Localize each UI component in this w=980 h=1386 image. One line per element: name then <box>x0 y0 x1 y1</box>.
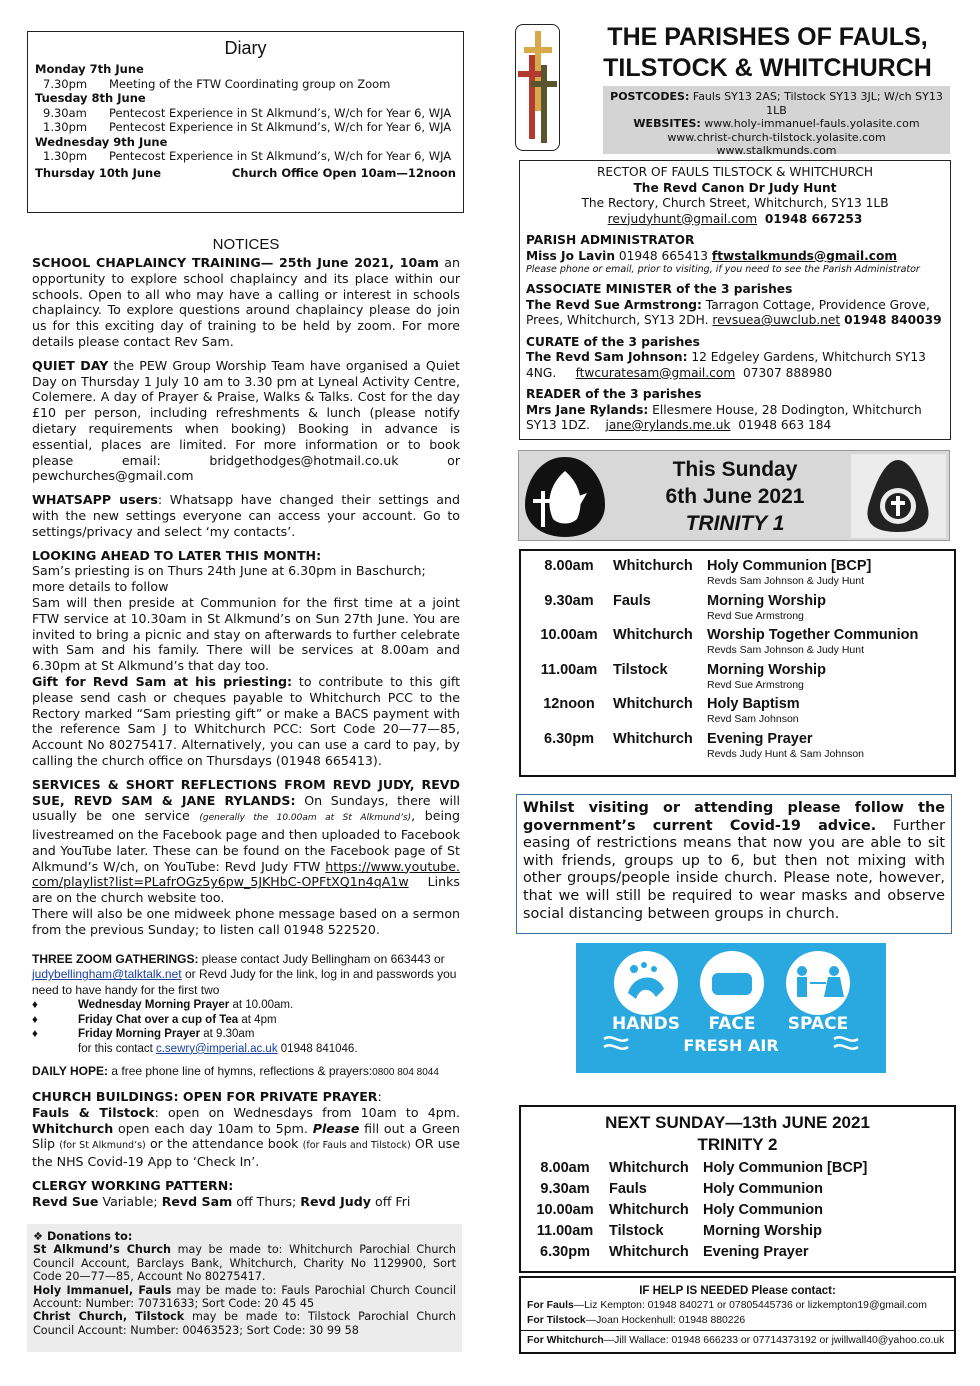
help-line <box>527 1314 948 1327</box>
parish-title <box>565 22 970 84</box>
service-place: Fauls <box>609 1181 647 1197</box>
diary-day <box>35 62 456 91</box>
section-heading: CURATE of the 3 parishes <box>526 334 700 349</box>
diary-entry-time: 1.30pm <box>43 149 88 163</box>
donation-item <box>33 1284 456 1311</box>
associate-section <box>526 282 944 329</box>
service-leader: Revd Sam Johnson <box>707 713 799 725</box>
next-sunday-box <box>519 1105 956 1273</box>
donation-details: may be made to: Tilstock Parochial Church Council Account: Number: 00463523; Sort Code: 30 99 58 <box>33 1310 456 1337</box>
service-time: 8.00am <box>540 1160 590 1176</box>
hands-face-space-graphic <box>576 943 886 1073</box>
service-row <box>525 731 950 766</box>
face-label: FACE <box>708 1014 756 1034</box>
contact-name: The Revd Sam Johnson: <box>526 350 688 364</box>
donations-box <box>27 1224 462 1352</box>
notices-section <box>32 236 460 1210</box>
next-sunday-trinity: TRINITY 2 <box>697 1135 778 1154</box>
notice-text: 01948 841046. <box>277 1042 358 1055</box>
section-heading: PARISH ADMINISTRATOR <box>526 233 695 247</box>
help-line <box>527 1298 948 1314</box>
hands-face-space-poster <box>576 943 886 1073</box>
service-place: Tilstock <box>609 1223 664 1239</box>
notice-text: Links are on the church website too. <box>32 874 460 906</box>
website-link[interactable]: www.stalkmunds.com <box>716 144 837 157</box>
next-sunday-title <box>521 1112 954 1156</box>
notice-church-buildings <box>32 1089 460 1170</box>
notice-text: Sam’s priesting is on Thurs 24th June at 6.30pm in Baschurch; more details to follow <box>32 563 426 595</box>
help-label: For Tilstock <box>527 1315 586 1326</box>
covid-notice <box>516 794 952 934</box>
service-time: 9.30am <box>544 592 594 609</box>
contact-address: Ellesmere House, 28 Dodington, Whitchurch SY13 1DZ. <box>526 402 922 432</box>
notice-text: There will also be one midweek phone message based on a sermon from the previous Sunday; to listen call 01948 522520. <box>32 906 460 937</box>
service-place: Tilstock <box>613 661 668 678</box>
diary-entry <box>35 106 456 121</box>
notice-text: Please <box>312 1120 360 1136</box>
diary-entry <box>35 77 456 92</box>
website-link[interactable]: www.christ-church-tilstock.yolasite.com <box>667 130 886 144</box>
help-details: —Liz Kempton: 01948 840271 or 07805445736 or lizkempton19@gmail.com <box>573 1300 927 1311</box>
donation-details: may be made to: Fauls Parochial Church Council Account: Number: 70731633; Sort Code: 20 45 45 <box>33 1283 456 1311</box>
service-place: Whitchurch <box>609 1160 689 1176</box>
notice-heading: DAILY HOPE: <box>32 1064 109 1079</box>
diary-day <box>35 135 456 164</box>
diary-box <box>27 31 464 213</box>
notice-text: , being livestreamed on the Facebook page and then uploaded to Facebook and YouTube later. These can be found on the Facebook page of St Alkmund’s W/ch, on YouTube: Revd Judy FTW <box>32 808 460 874</box>
notice-clergy <box>32 1178 460 1210</box>
diary-day-label: Wednesday 9th June <box>35 134 168 149</box>
notice-heading: CHURCH BUILDINGS: OPEN FOR PRIVATE PRAYER <box>32 1088 378 1104</box>
notice-text: 0800 804 8044 <box>372 1067 439 1079</box>
contact-email-link[interactable]: revjudyhunt@gmail.com <box>607 211 758 226</box>
service-row <box>521 1158 954 1179</box>
notice-text: On Sundays, there will usually be one service <box>32 792 460 824</box>
contact-email-link[interactable]: ftwstalkmunds@gmail.com <box>711 248 898 263</box>
service-name: Holy Communion <box>703 1181 824 1197</box>
service-place: Whitchurch <box>613 558 693 574</box>
diamond-bullet-icon: ♦ <box>32 1028 38 1041</box>
notice-subheading: Whitchurch <box>32 1120 114 1136</box>
diary-entry-text: Pentecost Experience in St Alkmund’s, W/ch for Year 6, WJA <box>109 105 452 120</box>
notice-quiet-day <box>32 358 460 484</box>
notice-daily-hope <box>32 1064 460 1081</box>
contact-email-link[interactable]: jane@rylands.me.uk <box>605 418 731 432</box>
clergy-pattern: Variable; <box>98 1193 162 1209</box>
service-row <box>521 1221 954 1242</box>
donations-title <box>33 1230 456 1243</box>
section-heading: READER of the 3 parishes <box>526 387 702 401</box>
service-name: Holy Communion [BCP] <box>707 558 872 574</box>
diary-entry <box>35 149 456 164</box>
notice-text: fill out a Green Slip <box>32 1120 460 1152</box>
service-name: Holy Communion <box>703 1202 824 1218</box>
notice-services <box>32 777 460 938</box>
contact-phone: 01948 665413 <box>615 248 712 263</box>
notice-text: or Revd Judy for the link, log in and passwords you need to have handy for the first two <box>32 967 457 997</box>
contact-name: Miss Jo Lavin <box>526 248 615 263</box>
service-name: Morning Worship <box>707 592 826 609</box>
postcodes-text: Fauls SY13 2AS; Tilstock SY13 3JL; W/ch SY13 1LB <box>689 90 943 117</box>
zoom-item-name: Friday Chat over a cup of Tea <box>78 1013 239 1026</box>
parish-title-line: THE PARISHES OF FAULS, <box>607 23 928 51</box>
clergy-pattern: off Fri <box>371 1193 411 1209</box>
service-name: Worship Together Communion <box>707 627 919 643</box>
service-name: Evening Prayer <box>707 730 813 747</box>
section-heading: ASSOCIATE MINISTER of the 3 parishes <box>526 282 793 296</box>
service-leader: Revds Sam Johnson & Judy Hunt <box>707 575 864 587</box>
notice-heading: Gift for Revd Sam at his priesting: <box>32 673 293 689</box>
contact-phone: 07307 888980 <box>742 365 833 380</box>
donation-details: may be made to: Whitchurch Parochial Church Council Account, Barclays Bank, Whitchurch, Charity No 1129900, Sort Code 20—77—85, Account No 80275417. <box>33 1243 456 1284</box>
notice-text: (for St Alkmund’s) <box>59 1140 146 1152</box>
websites-label: WEBSITES: <box>633 117 701 130</box>
service-time: 10.00am <box>540 627 598 643</box>
service-row <box>525 662 950 697</box>
diary-title: Diary <box>224 38 267 58</box>
youtube-playlist-link[interactable]: https://www.youtube.com/playlist?list=PLafrOGz5y6pw_5JKHbC-OPFtXQ1n4qA1w <box>32 858 460 890</box>
contact-address: Tarragon Cottage, Providence Grove, Prees, Whitchurch, SY13 2DH. <box>526 297 930 327</box>
list-item <box>32 1027 460 1042</box>
service-time: 12noon <box>543 696 595 712</box>
notice-heading: WHATSAPP users <box>32 492 158 508</box>
notice-heading: THREE ZOOM GATHERINGS: <box>32 951 199 966</box>
hands-label: HANDS <box>612 1014 680 1034</box>
service-name: Holy Baptism <box>707 696 800 712</box>
clergy-name: Revd Judy <box>300 1193 371 1209</box>
diamond-bullet-icon: ♦ <box>32 1013 38 1026</box>
service-leader: Revds Judy Hunt & Sam Johnson <box>707 747 864 760</box>
zoom-item-name: Wednesday Morning Prayer <box>78 999 230 1012</box>
this-sunday-heading <box>629 456 841 537</box>
diary-day-label: Tuesday 8th June <box>35 91 146 105</box>
zoom-email-link[interactable]: judybellingham@talktalk.net <box>32 967 182 982</box>
contact-email-link[interactable]: revsuea@uwclub.net <box>712 313 841 327</box>
fresh-air-label: FRESH AIR <box>683 1036 779 1055</box>
space-label: SPACE <box>787 1014 849 1034</box>
service-place: Whitchurch <box>609 1244 689 1260</box>
service-leader: Revds Sam Johnson & Judy Hunt <box>707 644 864 656</box>
list-item <box>32 1013 460 1028</box>
clergy-name: Revd Sue <box>32 1193 99 1209</box>
help-contacts-box <box>519 1276 956 1354</box>
donations-title-text: Donations to: <box>46 1230 133 1243</box>
notice-heading: SCHOOL CHAPLAINCY TRAINING— 25th June 2021, 10am <box>32 255 439 270</box>
contact-address: 12 Edgeley Gardens, Whitchurch SY13 4NG. <box>526 350 926 380</box>
service-row <box>525 558 950 593</box>
service-place: Whitchurch <box>613 696 693 712</box>
diary-last-day <box>35 166 456 181</box>
service-row <box>525 696 950 731</box>
contact-name: Mrs Jane Rylands: <box>526 402 649 417</box>
parish-title-line: TILSTOCK & WHITCHURCH <box>603 54 932 82</box>
notice-text: OR use the NHS Covid-19 App to ‘Check In’. <box>32 1136 460 1170</box>
notice-whatsapp <box>32 492 460 539</box>
this-sunday-banner <box>518 450 950 541</box>
diary-entry-time: 9.30am <box>43 105 87 120</box>
sparkle-bullet-icon: ❖ <box>33 1230 44 1243</box>
notice-school <box>32 255 460 350</box>
notice-heading: LOOKING AHEAD TO LATER THIS MONTH: <box>32 547 322 563</box>
contact-name: The Revd Sue Armstrong: <box>526 297 702 312</box>
diary-entry-time: 7.30pm <box>43 76 88 91</box>
contact-phone: 01948 667253 <box>764 211 863 226</box>
administrator-section <box>526 233 944 276</box>
donation-item <box>33 1310 456 1337</box>
list-item <box>32 1042 460 1057</box>
donation-church: St Alkmund’s Church <box>33 1243 171 1257</box>
service-leader: Revd Sue Armstrong <box>707 678 804 691</box>
service-time: 6.30pm <box>544 730 594 747</box>
service-place: Whitchurch <box>613 627 693 643</box>
rector-section <box>526 165 944 227</box>
three-crosses-icon <box>516 25 560 150</box>
this-sunday-services <box>519 549 956 777</box>
zoom-item-time: at 4pm <box>238 1013 277 1026</box>
postcodes-label: POSTCODES: <box>610 90 690 103</box>
notices-title: NOTICES <box>212 236 280 253</box>
service-row <box>525 627 950 662</box>
service-time: 9.30am <box>540 1181 590 1197</box>
contact-name: The Revd Canon Dr Judy Hunt <box>633 180 837 195</box>
diary-entry-text: Church Office Open 10am—12noon <box>231 165 456 180</box>
diary-day-label: Thursday 10th June <box>35 165 162 180</box>
service-name: Evening Prayer <box>703 1244 809 1260</box>
notice-text: (generally the 10.00am at St Alkmund’s) <box>199 813 412 824</box>
donation-item <box>33 1243 456 1283</box>
service-row <box>521 1242 954 1263</box>
covid-notice-heading: Whilst visiting or attending please follow the government’s current Covid-19 advice. <box>523 800 945 834</box>
service-row <box>521 1179 954 1200</box>
notice-text: or the attendance book <box>145 1136 303 1152</box>
notice-text: please contact Judy Bellingham on 663443 or <box>198 951 445 966</box>
this-sunday-date: 6th June 2021 <box>665 485 805 508</box>
notice-text: an opportunity to explore school chaplaincy and its place within our schools. Open to all who may have a calling or interest in schools chaplaincy. To explore questions around chaplaincy please do join us for this exciting day of training to be held by zoom. For more details please contact Rev Sam. <box>32 255 460 349</box>
diary-day <box>35 91 456 135</box>
diary-entry-text: Pentecost Experience in St Alkmund’s, W/ch for Year 6, WJA <box>109 149 452 163</box>
notice-heading: QUIET DAY <box>32 357 109 373</box>
service-name: Morning Worship <box>707 661 826 678</box>
diary-entry <box>35 120 456 135</box>
service-time: 11.00am <box>540 661 598 678</box>
help-line <box>521 1330 954 1349</box>
notice-text: Sam will then preside at Communion for the first time at a joint FTW service at 10.30am in St Alkmund’s on Sun 27th June. You are invited to bring a picnic and stay on afterwards to further celebrate with Sam and his family. There will be services at 8.00am and 6.30pm at St Alkmund’s that day too. <box>32 594 460 674</box>
service-name: Holy Communion [BCP] <box>703 1160 868 1176</box>
service-time: 6.30pm <box>540 1244 590 1260</box>
service-name: Morning Worship <box>703 1223 822 1239</box>
notice-heading: SERVICES & SHORT REFLECTIONS FROM REVD JUDY, REVD SUE, REVD SAM & JANE RYLANDS: <box>32 776 460 808</box>
notice-text: to contribute to this gift please send cash or cheques payable to Whitchurch PCC to the Rectory marked “Sam priesting gift” or make a BACS payment with the reference Sam J to Whitchurch PCC: Sort Code 20—77—85, Account No 80275417. Alternatively, you can use a card to pay, by calling the church office on Thursdays (01948 665413). <box>32 673 461 768</box>
reader-section <box>526 387 944 434</box>
notice-subheading: Fauls & Tilstock <box>32 1104 155 1120</box>
notice-text: open each day 10am to 5pm. <box>113 1120 313 1136</box>
service-place: Whitchurch <box>613 730 693 747</box>
notice-text: : Whatsapp have changed their settings and with the new settings everyone can access your account. Go to settings/privacy and select ‘my contacts’. <box>32 492 460 539</box>
help-title: IF HELP IS NEEDED Please contact: <box>639 1285 836 1297</box>
service-leader: Revd Sue Armstrong <box>707 609 804 622</box>
help-label: For Fauls <box>527 1300 574 1311</box>
help-details: —Jill Wallace: 01948 666233 or 07714373192 or jwillwall40@yahoo.co.uk <box>603 1335 945 1346</box>
contact-phone: 01948 663 184 <box>738 418 832 432</box>
help-details: —Joan Hockenhull: 01948 880226 <box>585 1315 746 1326</box>
notice-looking-ahead <box>32 548 460 769</box>
website-link[interactable]: www.holy-immanuel-fauls.yolasite.com <box>700 117 920 130</box>
donation-church: Christ Church, Tilstock <box>33 1310 185 1324</box>
service-row <box>521 1200 954 1221</box>
notice-text: the PEW Group Worship Team have organised a Quiet Day on Thursday 1 July 10 am to 3.30 pm at Lyneal Activity Centre, Colemere. A day of Prayer & Praise, Walks & Talks. Cost for the day £10 per person, including refreshments & lunch (please notify dietary requirements when booking) Booking in advance is essential, places are limited. For more information or to book please email: bridgethodges@hotmail.co.uk or pewchurches@gmail.com <box>32 357 460 484</box>
trinity-dove-icon <box>521 453 609 539</box>
service-place: Whitchurch <box>609 1202 689 1218</box>
service-place: Fauls <box>613 592 651 609</box>
covid-notice-text: Further easing of restrictions means that now you are able to sit with friends, groups up to 6, but then not mixing with other groups/people inside church. Please note, however, that we will still be required to wear masks and observe social distancing between groups in church. <box>523 817 945 922</box>
notice-text: (for Fauls and Tilstock) <box>302 1140 411 1152</box>
contacts-box <box>519 160 951 440</box>
zoom-contact-link[interactable]: c.sewry@imperial.ac.uk <box>155 1042 278 1055</box>
notice-text: : <box>377 1088 382 1104</box>
service-time: 10.00am <box>536 1202 594 1218</box>
zoom-item-name: Friday Morning Prayer <box>78 1028 201 1041</box>
help-label: For Whitchurch <box>527 1335 604 1346</box>
contact-address: The Rectory, Church Street, Whitchurch, SY13 1LB <box>581 196 889 210</box>
diamond-bullet-icon: ♦ <box>32 999 38 1012</box>
next-sunday-date: NEXT SUNDAY—13th JUNE 2021 <box>605 1113 870 1132</box>
diary-entry-time: 1.30pm <box>43 120 88 134</box>
contact-note: Please phone or email, prior to visiting, if you need to see the Parish Administrator <box>526 264 920 275</box>
curate-section <box>526 335 944 382</box>
notice-text: : open on Wednesdays from 10am to 4pm. <box>154 1104 460 1120</box>
trinity-knot-icon <box>851 454 946 538</box>
this-sunday-line: This Sunday <box>672 458 798 481</box>
diary-entry-text: Pentecost Experience in St Alkmund’s, W/ch for Year 6, WJA <box>109 120 452 134</box>
this-sunday-trinity: TRINITY 1 <box>685 512 785 535</box>
crosses-logo <box>515 24 560 151</box>
list-item <box>32 998 460 1013</box>
contact-email-link[interactable]: ftwcuratesam@gmail.com <box>575 365 736 380</box>
zoom-item-time: at 10.00am. <box>229 999 294 1012</box>
notice-text: a free phone line of hymns, reflections & prayers: <box>108 1064 373 1079</box>
notice-zoom <box>32 952 460 1057</box>
donation-church: Holy Immanuel, Fauls <box>33 1283 172 1297</box>
service-time: 8.00am <box>544 558 594 574</box>
diary-day-label: Monday 7th June <box>35 62 144 76</box>
contact-phone: 01948 840039 <box>844 313 942 327</box>
diary-entry-text: Meeting of the FTW Coordinating group on Zoom <box>109 76 391 91</box>
notice-heading: CLERGY WORKING PATTERN: <box>32 1177 234 1193</box>
zoom-item-time: at 9.30am <box>200 1028 255 1041</box>
zoom-list <box>32 998 460 1056</box>
notice-text: for this contact <box>78 1042 156 1055</box>
service-time: 11.00am <box>536 1223 594 1239</box>
section-heading: RECTOR OF FAULS TILSTOCK & WHITCHURCH <box>596 165 874 179</box>
service-row <box>525 593 950 628</box>
clergy-name: Revd Sam <box>161 1193 233 1209</box>
postcodes-websites-box <box>603 86 950 157</box>
clergy-pattern: off Thurs; <box>232 1193 301 1209</box>
